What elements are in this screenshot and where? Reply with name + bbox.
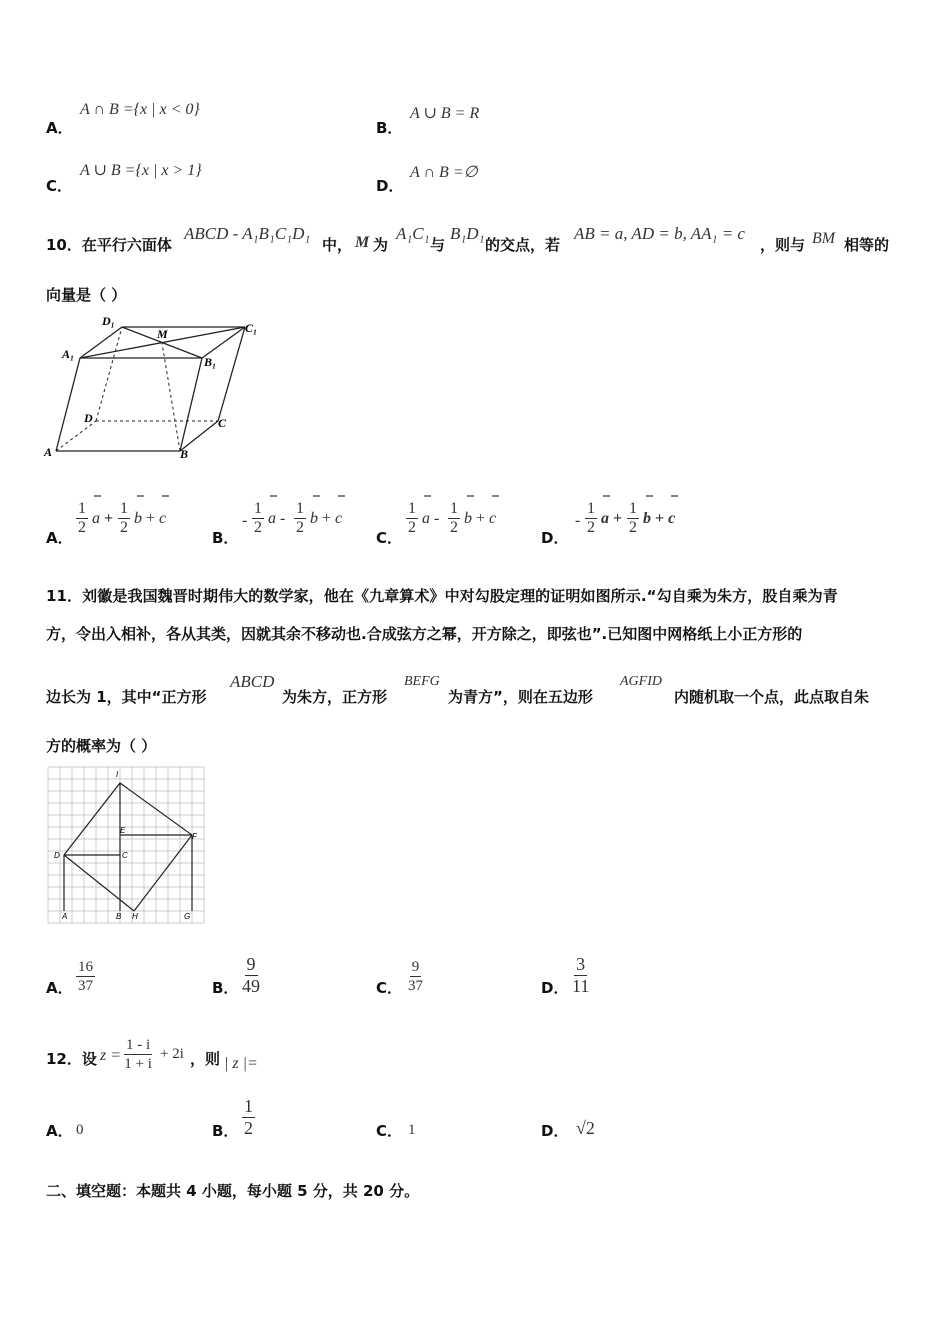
- q11-option-a-letter[interactable]: A．: [46, 979, 73, 997]
- q10-text-3: 为: [373, 236, 389, 254]
- label-d: D: [84, 411, 93, 425]
- pentagon-outline: [64, 783, 192, 911]
- q12-option-c-letter[interactable]: C．: [376, 1122, 403, 1140]
- q11-line-4: 方的概率为（ ）: [46, 737, 157, 755]
- grid-label-h: H: [132, 912, 138, 921]
- q11-option-b-frac: $\frac{9}{49}$: [242, 954, 260, 996]
- q9-option-c-letter[interactable]: C．: [46, 177, 73, 195]
- q11-option-d-frac: $\frac{3}{11}$: [572, 954, 590, 996]
- q10-a-rest: b + c: [134, 510, 167, 527]
- q12-option-d-value: √2: [576, 1118, 595, 1138]
- q9-option-b-letter[interactable]: B．: [376, 119, 403, 137]
- grid-label-c: C: [122, 851, 128, 860]
- q12-plus-2i: + 2i: [160, 1046, 184, 1062]
- label-d1: D₁: [102, 314, 115, 328]
- q10-option-c-letter[interactable]: C．: [376, 529, 403, 547]
- q10-b1d1: B₁D₁: [450, 224, 485, 243]
- q10-text-2: 中，: [322, 236, 353, 254]
- q10-option-a-letter[interactable]: A．: [46, 529, 73, 547]
- q11-abcd: ABCD: [230, 672, 275, 691]
- q12-option-c-value: 1: [408, 1122, 416, 1138]
- q10-b-sign: -: [242, 512, 248, 529]
- q10-text-6: ，则与: [760, 236, 806, 254]
- q11-option-d-letter[interactable]: D．: [541, 979, 569, 997]
- q9-option-a-letter[interactable]: A．: [46, 119, 73, 137]
- grid-label-g: G: [184, 912, 191, 921]
- q10-solid-name: ABCD - A₁B₁C₁D₁: [184, 224, 311, 243]
- edge-a1d1: [80, 327, 122, 358]
- q10-d-sign: -: [575, 512, 581, 529]
- q10-point-m: M: [355, 234, 370, 251]
- q12-option-b-frac: $\frac{1}{2}$: [244, 1096, 253, 1138]
- q10-b-frac1: $\frac{1}{2}$: [254, 500, 262, 536]
- q11-befg: BEFG: [404, 674, 440, 689]
- edge-aa1: [56, 358, 80, 451]
- q12-z: z =: [100, 1047, 122, 1064]
- gougu-grid-figure: [46, 765, 208, 927]
- grid-label-b: B: [116, 912, 122, 921]
- q10-c-rest: b + c: [464, 510, 497, 527]
- q10-a-frac2: $\frac{1}{2}$: [120, 500, 128, 536]
- q11-line-3b: 为朱方，正方形: [282, 688, 388, 706]
- label-b: B: [180, 447, 189, 461]
- q9-option-a-expr: A ∩ B ={x | x < 0}: [80, 101, 200, 118]
- q12-fraction: $\frac{1 - i}{1 + i}$: [124, 1037, 152, 1072]
- q10-d-frac1: $\frac{1}{2}$: [587, 500, 595, 536]
- label-b1: B₁: [204, 355, 217, 369]
- q12-option-a-value: 0: [76, 1122, 84, 1138]
- q10-b-term: a -: [268, 510, 286, 527]
- q9-option-d-expr: A ∩ B =∅: [410, 164, 478, 181]
- q11-line-3d: 内随机取一个点，此点取自朱: [674, 688, 870, 706]
- q11-option-c-letter[interactable]: C．: [376, 979, 403, 997]
- q11-option-c-frac: $\frac{9}{37}$: [408, 959, 423, 994]
- label-m: M: [157, 327, 168, 341]
- q12-text-1: 12．设: [46, 1050, 97, 1068]
- segment-bm: [162, 343, 180, 451]
- parallelepiped-figure: [40, 310, 280, 470]
- vector-arrow-marks: [0, 492, 700, 502]
- q11-option-b-letter[interactable]: B．: [212, 979, 239, 997]
- q10-c-frac1: $\frac{1}{2}$: [408, 500, 416, 536]
- grid-label-a: A: [62, 912, 68, 921]
- q10-option-d-letter[interactable]: D．: [541, 529, 569, 547]
- q10-b-rest: b + c: [310, 510, 343, 527]
- q12-text-2: ，则: [190, 1050, 221, 1068]
- q11-agfid: AGFID: [620, 674, 662, 689]
- label-a1: A₁: [62, 347, 75, 361]
- grid-label-d: D: [54, 851, 60, 860]
- q10-line-2: 向量是（ ）: [46, 286, 127, 304]
- q9-option-b-expr: A ∪ B = R: [410, 105, 480, 122]
- q10-text-7: 相等的: [844, 236, 890, 254]
- edge-cc1: [218, 327, 245, 421]
- q11-option-a-frac: $\frac{16}{37}$: [78, 959, 93, 994]
- q11-line-1: 11．刘徽是我国魏晋时期伟大的数学家，他在《九章算术》中对勾股定理的证明如图所示.“勾自乘为朱方，股自乘为青: [46, 587, 838, 605]
- q11-line-2: 方，令出入相补，各从其类，因就其余不移动也.合成弦方之幂，开方除之，即弦也”.已知图中网格纸上小正方形的: [46, 625, 803, 643]
- q12-abs-z: | z |=: [224, 1055, 258, 1072]
- q9-option-d-letter[interactable]: D．: [376, 177, 404, 195]
- q10-condition: AB = a, AD = b, AA₁ = c: [574, 224, 745, 243]
- grid-label-f: F: [192, 832, 197, 841]
- label-c: C: [218, 416, 227, 430]
- q10-text-5: 的交点，若: [485, 236, 561, 254]
- q10-a-term: a +: [92, 510, 114, 527]
- q10-d-term: a +: [601, 510, 623, 527]
- edge-dd1: [96, 327, 122, 421]
- q11-line-3a: 边长为 1，其中“正方形: [46, 688, 207, 706]
- q9-option-c-expr: A ∪ B ={x | x > 1}: [80, 162, 202, 179]
- q10-option-b-letter[interactable]: B．: [212, 529, 239, 547]
- q10-text-4: 与: [430, 236, 446, 254]
- label-c1: C₁: [245, 321, 258, 335]
- q10-c-term: a -: [422, 510, 440, 527]
- q11-line-3c: 为青方”，则在五边形: [448, 688, 593, 706]
- q10-c-frac2: $\frac{1}{2}$: [450, 500, 458, 536]
- q12-option-d-letter[interactable]: D．: [541, 1122, 569, 1140]
- grid-label-i: I: [116, 770, 119, 779]
- label-a: A: [44, 445, 53, 459]
- q12-option-a-letter[interactable]: A．: [46, 1122, 73, 1140]
- q10-a-frac1: $\frac{1}{2}$: [78, 500, 86, 536]
- q10-b-frac2: $\frac{1}{2}$: [296, 500, 304, 536]
- q10-bm: BM: [812, 230, 836, 247]
- section-2-heading: 二、填空题：本题共 4 小题，每小题 5 分，共 20 分。: [46, 1182, 420, 1200]
- q10-d-rest: b + c: [643, 510, 676, 527]
- q10-text-1: 10．在平行六面体: [46, 236, 172, 254]
- q10-a1c1: A₁C₁: [396, 224, 430, 243]
- grid-label-e: E: [120, 826, 126, 835]
- q10-d-frac2: $\frac{1}{2}$: [629, 500, 637, 536]
- q12-option-b-letter[interactable]: B．: [212, 1122, 239, 1140]
